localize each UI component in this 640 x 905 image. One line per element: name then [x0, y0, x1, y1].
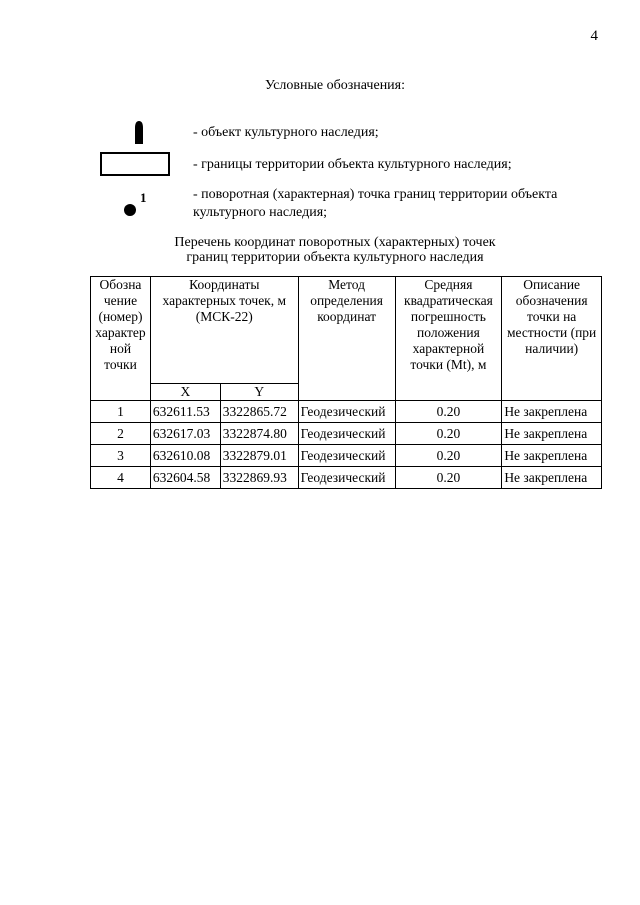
legend-title: Условные обозначения:: [264, 78, 406, 93]
legend-item-monument: - объект культурного наследия;: [193, 125, 379, 140]
point-icon-label: 1: [140, 190, 147, 205]
cell-error: 0.20: [395, 401, 502, 423]
boundary-rectangle-icon: [100, 152, 170, 176]
table-title: [0, 235, 640, 265]
cell-description: Не закреплена: [502, 445, 602, 467]
header-error: Средняя квадратическая погрешность положения характерной точки (Mt), м: [395, 277, 502, 401]
table-row: [91, 401, 602, 423]
cell-number: 1: [91, 401, 151, 423]
page-number: 4: [590, 28, 598, 44]
cell-y: 3322869.93: [220, 467, 298, 489]
header-description: Описание обозначения точки на местности (при наличии): [502, 277, 602, 401]
monument-icon: [132, 120, 146, 144]
legend-item-boundary: - границы территории объекта культурного наследия;: [193, 157, 512, 172]
table-row: [91, 445, 602, 467]
legend-item-point: - поворотная (характерная) точка границ территории объекта культурного наследия;: [193, 187, 558, 220]
coordinates-table: [90, 276, 602, 489]
cell-error: 0.20: [395, 423, 502, 445]
cell-description: Не закреплена: [502, 401, 602, 423]
header-y: Y: [220, 384, 298, 401]
cell-y: 3322865.72: [220, 401, 298, 423]
cell-x: 632617.03: [150, 423, 220, 445]
point-icon: [124, 204, 136, 216]
cell-x: 632604.58: [150, 467, 220, 489]
cell-number: 3: [91, 445, 151, 467]
header-method: Метод определения координат: [298, 277, 395, 401]
table-title-line2: границ территории объекта культурного наследия: [186, 250, 484, 265]
cell-number: 4: [91, 467, 151, 489]
cell-error: 0.20: [395, 445, 502, 467]
cell-error: 0.20: [395, 467, 502, 489]
table-title-line1: Перечень координат поворотных (характерных) точек: [174, 235, 496, 250]
cell-y: 3322879.01: [220, 445, 298, 467]
header-x: X: [150, 384, 220, 401]
cell-method: Геодезический: [298, 467, 395, 489]
header-point-number: Обозна чение (номер) характер ной точки: [91, 277, 151, 401]
cell-x: 632610.08: [150, 445, 220, 467]
header-coordinates: Координаты характерных точек, м (МСК-22): [150, 277, 298, 384]
cell-y: 3322874.80: [220, 423, 298, 445]
cell-description: Не закреплена: [502, 423, 602, 445]
table-row: [91, 423, 602, 445]
cell-description: Не закреплена: [502, 467, 602, 489]
cell-method: Геодезический: [298, 445, 395, 467]
cell-number: 2: [91, 423, 151, 445]
cell-method: Геодезический: [298, 423, 395, 445]
cell-method: Геодезический: [298, 401, 395, 423]
cell-x: 632611.53: [150, 401, 220, 423]
table-row: [91, 467, 602, 489]
